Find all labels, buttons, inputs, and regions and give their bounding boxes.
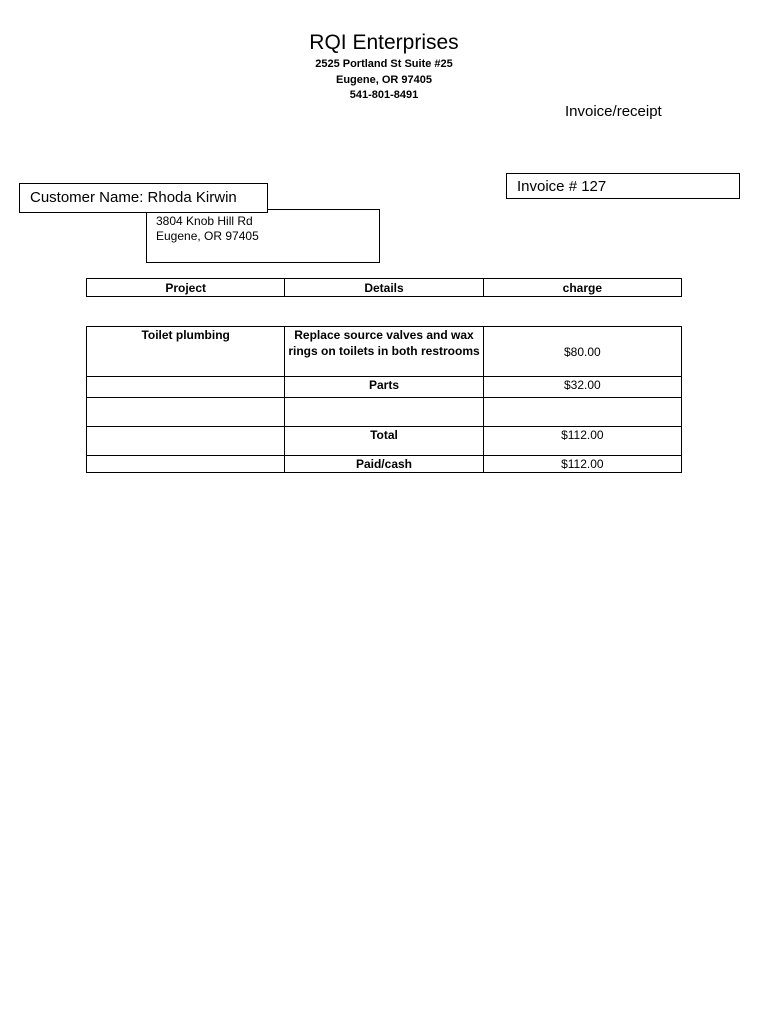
row-project: [87, 377, 285, 398]
header-table: [86, 278, 682, 297]
table-row: [87, 398, 682, 427]
header-row: [87, 279, 682, 297]
row-project: [87, 398, 285, 427]
company-address-line2: Eugene, OR 97405: [336, 74, 432, 86]
company-phone: 541-801-8491: [349, 89, 419, 101]
row-charge: $32.00: [483, 377, 681, 398]
row-charge: $80.00: [483, 327, 681, 377]
header-details: Details: [285, 279, 483, 297]
company-address-line1: 2525 Portland St Suite #25: [315, 58, 453, 70]
company-name: RQI Enterprises: [309, 31, 459, 54]
items-table: [86, 326, 682, 473]
row-details: Parts: [285, 377, 483, 398]
customer-address-line2: Eugene, OR 97405: [156, 229, 259, 243]
header-charge: charge: [483, 279, 681, 297]
document-type-title: Invoice/receipt: [565, 103, 662, 120]
row-details: [285, 398, 483, 427]
row-project: Toilet plumbing: [87, 327, 285, 377]
row-charge: [483, 398, 681, 427]
header-project: Project: [87, 279, 285, 297]
table-row: [87, 327, 682, 377]
invoice-number-box: Invoice # 127: [506, 173, 740, 199]
row-charge: $112.00: [483, 427, 681, 456]
row-details: Paid/cash: [285, 456, 483, 473]
table-row: [87, 427, 682, 456]
customer-name-box: Customer Name: Rhoda Kirwin: [19, 183, 268, 213]
row-details: Replace source valves and wax rings on toilets in both restrooms: [285, 327, 483, 377]
table-row: [87, 456, 682, 473]
row-details: Total: [285, 427, 483, 456]
row-project: [87, 427, 285, 456]
customer-address-box: [146, 209, 380, 263]
row-charge: $112.00: [483, 456, 681, 473]
customer-address-line1: 3804 Knob Hill Rd: [156, 214, 253, 228]
table-row: [87, 377, 682, 398]
row-project: [87, 456, 285, 473]
